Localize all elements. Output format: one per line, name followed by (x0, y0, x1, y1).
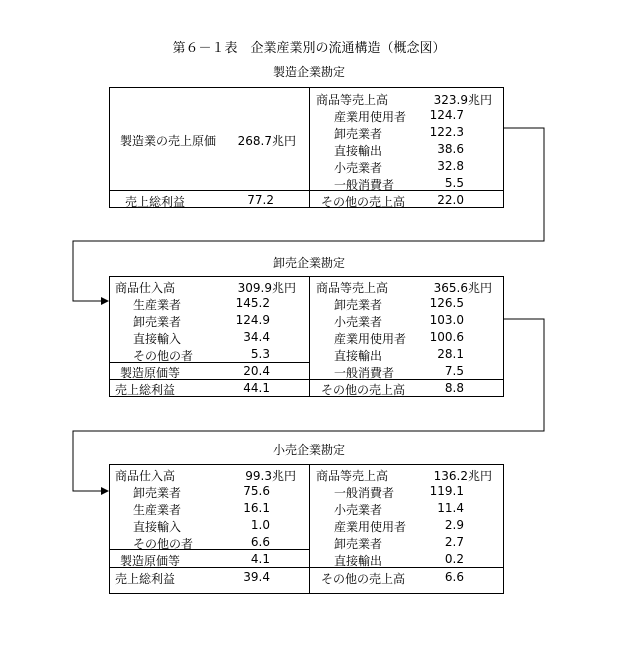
retail-purchase-item-label: 卸売業者 (133, 486, 182, 500)
manufacturing-sales-value: 323.9兆円 (433, 93, 492, 107)
manufacturing-sales-item-label: 一般消費者 (334, 178, 395, 192)
manufacturing-to-wholesale-connector (73, 128, 544, 301)
retail-sales-item-value: 119.1 (429, 484, 464, 498)
retail-purchase-label: 商品仕入高 (115, 469, 176, 483)
retail-sales-item-label: 産業用使用者 (334, 520, 407, 534)
retail-sales-item-value: 0.2 (444, 552, 464, 566)
manufacturing-sales-item-value: 38.6 (437, 142, 464, 156)
wholesale-purchase-item-label: その他の者 (133, 349, 194, 363)
wholesale-purchase-item-label: 卸売業者 (133, 315, 182, 329)
wholesale-purchase-item-value: 145.2 (235, 296, 270, 310)
wholesale-sales-item-value: 100.6 (429, 330, 464, 344)
retail-purchase-item-label: その他の者 (133, 537, 194, 551)
retail-arrowhead (101, 487, 109, 495)
manufacturing-sales-item-label: 卸売業者 (334, 127, 383, 141)
manufacturing-sales-item-label: 小売業者 (334, 161, 383, 175)
wholesale-heading: 卸売企業勘定 (272, 256, 345, 270)
wholesale-purchase-item-label: 直接輸入 (133, 332, 182, 346)
retail-sales-item-value: 2.7 (444, 535, 464, 549)
retail-sales-item-label: 小売業者 (334, 503, 383, 517)
retail-profit-label: 売上総利益 (115, 572, 176, 586)
manufacturing-sales-item-label: 直接輸出 (334, 144, 383, 158)
retail-purchase-value: 99.3兆円 (245, 469, 296, 483)
wholesale-cost-label: 製造原価等 (120, 366, 181, 380)
wholesale-sales-label: 商品等売上高 (316, 281, 389, 295)
wholesale-sales-item-label: 直接輸出 (334, 349, 383, 363)
manufacturing-sales-item-value: 5.5 (444, 176, 464, 190)
wholesale-sales-item-value: 126.5 (429, 296, 464, 310)
retail-purchase-item-label: 生産業者 (133, 503, 182, 517)
retail-purchase-item-value: 16.1 (243, 501, 270, 515)
retail-sales-label: 商品等売上高 (316, 469, 389, 483)
wholesale-profit-value: 44.1 (243, 381, 270, 395)
wholesale-sales-item-value: 28.1 (437, 347, 464, 361)
wholesale-purchase-item-value: 124.9 (235, 313, 270, 327)
wholesale-sales-item-label: 産業用使用者 (334, 332, 407, 346)
retail-sales-item-label: 一般消費者 (334, 486, 395, 500)
manufacturing-sales-label: 商品等売上高 (316, 93, 389, 107)
retail-purchase-item-label: 直接輸入 (133, 520, 182, 534)
manufacturing-sales-item-value: 124.7 (429, 108, 464, 122)
wholesale-purchase-label: 商品仕入高 (115, 281, 176, 295)
wholesale-purchase-item-label: 生産業者 (133, 298, 182, 312)
wholesale-purchase-value: 309.9兆円 (237, 281, 296, 295)
retail-sales-item-value: 2.9 (444, 518, 464, 532)
wholesale-cost-value: 20.4 (243, 364, 270, 378)
retail-sales-item-label: 卸売業者 (334, 537, 383, 551)
retail-purchase-item-value: 1.0 (250, 518, 270, 532)
manufacturing-heading: 製造企業勘定 (272, 65, 345, 79)
retail-purchase-item-value: 75.6 (243, 484, 270, 498)
retail-cost-value: 4.1 (250, 552, 270, 566)
wholesale-sales-item-value: 7.5 (444, 364, 464, 378)
manufacturing-cost-value: 268.7兆円 (237, 134, 296, 148)
figure-title: 第６－１表 企業産業別の流通構造（概念図） (172, 41, 446, 56)
manufacturing-sales-item-label: 産業用使用者 (334, 110, 407, 124)
retail-heading: 小売企業勘定 (272, 443, 345, 457)
retail-sales-item-value: 11.4 (437, 501, 464, 515)
wholesale-sales-item-label: 小売業者 (334, 315, 383, 329)
wholesale-profit-label: 売上総利益 (115, 383, 176, 397)
retail-purchase-item-value: 6.6 (250, 535, 270, 549)
wholesale-sales-item-label: 一般消費者 (334, 366, 395, 380)
manufacturing-sales-item-value: 122.3 (429, 125, 464, 139)
manufacturing-sales-item-value: 32.8 (437, 159, 464, 173)
wholesale-other-value: 8.8 (444, 381, 464, 395)
retail-sales-item-label: 直接輸出 (334, 554, 383, 568)
wholesale-purchase-item-value: 5.3 (250, 347, 270, 361)
retail-other-label: その他の売上高 (321, 572, 406, 586)
retail-profit-value: 39.4 (243, 570, 270, 584)
wholesale-sales-item-label: 卸売業者 (334, 298, 383, 312)
wholesale-to-retail-connector (73, 319, 544, 491)
manufacturing-profit-value: 77.2 (247, 193, 274, 207)
wholesale-arrowhead (101, 297, 109, 305)
manufacturing-other-value: 22.0 (437, 193, 464, 207)
wholesale-purchase-item-value: 34.4 (243, 330, 270, 344)
retail-sales-value: 136.2兆円 (433, 469, 492, 483)
wholesale-other-label: その他の売上高 (321, 383, 406, 397)
retail-other-value: 6.6 (444, 570, 464, 584)
wholesale-sales-value: 365.6兆円 (433, 281, 492, 295)
manufacturing-cost-label: 製造業の売上原価 (120, 134, 217, 148)
manufacturing-other-label: その他の売上高 (321, 195, 406, 209)
manufacturing-profit-label: 売上総利益 (125, 195, 186, 209)
retail-cost-label: 製造原価等 (120, 554, 181, 568)
wholesale-sales-item-value: 103.0 (429, 313, 464, 327)
